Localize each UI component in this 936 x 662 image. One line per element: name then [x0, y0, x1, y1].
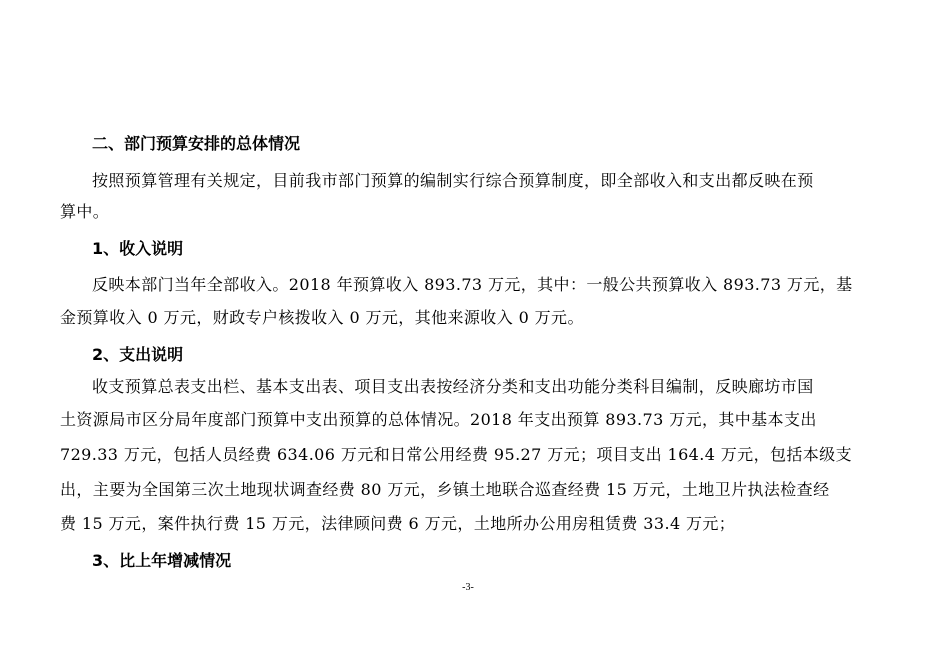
comparison-heading: 3、比上年增减情况: [92, 551, 232, 570]
intro-line-1: 按照预算管理有关规定，目前我市部门预算的编制实行综合预算制度，即全部收入和支出都反映在预: [92, 171, 814, 190]
expenditure-line-3: 729.33 万元，包括人员经费 634.06 万元和日常公用经费 95.27 万元；项目支出 164.4 万元，包括本级支: [60, 445, 852, 464]
income-line-2: 金预算收入 0 万元，财政专户核拨收入 0 万元，其他来源收入 0 万元。: [60, 308, 584, 327]
expenditure-line-2: 土资源局市区分局年度部门预算中支出预算的总体情况。2018 年支出预算 893.73 万元，其中基本支出: [60, 410, 817, 429]
expenditure-heading: 2、支出说明: [92, 345, 184, 364]
income-heading: 1、收入说明: [92, 239, 184, 258]
expenditure-line-1: 收支预算总表支出栏、基本支出表、项目支出表按经济分类和支出功能分类科目编制，反映廊坊市国: [92, 377, 814, 396]
intro-line-2: 算中。: [60, 202, 110, 221]
income-line-1: 反映本部门当年全部收入。2018 年预算收入 893.73 万元，其中：一般公共预算收入 893.73 万元，基: [92, 275, 853, 294]
page-number: -3-: [462, 582, 474, 593]
expenditure-line-5: 费 15 万元，案件执行费 15 万元，法律顾问费 6 万元，土地所办公用房租赁费 33.4 万元；: [60, 514, 736, 533]
section-title: 二、部门预算安排的总体情况: [92, 134, 301, 153]
expenditure-line-4: 出，主要为全国第三次土地现状调查经费 80 万元，乡镇土地联合巡查经费 15 万元，土地卫片执法检查经: [60, 480, 830, 499]
